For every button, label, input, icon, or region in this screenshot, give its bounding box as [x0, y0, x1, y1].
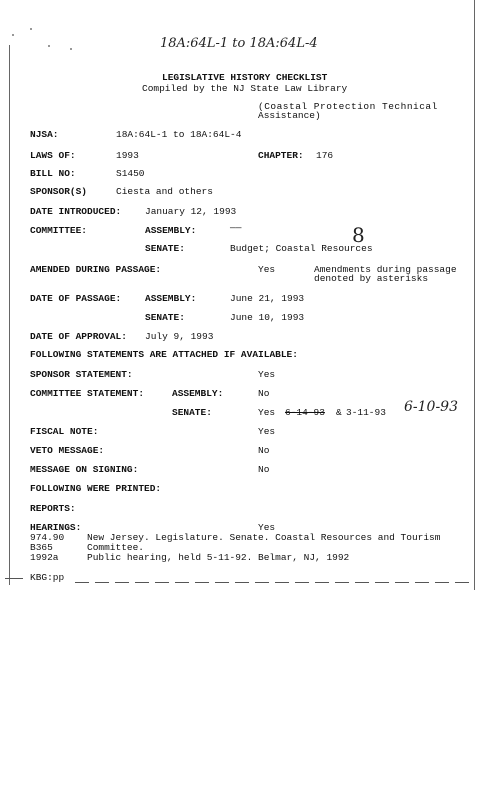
bill-no-value: S1450	[116, 168, 145, 179]
committee-statement-assembly-label: ASSEMBLY:	[172, 388, 224, 399]
handwritten-date: 6-10-93	[404, 399, 458, 415]
chapter-label: CHAPTER:	[258, 150, 304, 161]
scan-speck	[30, 28, 32, 30]
committee-statement-amp: &	[336, 407, 342, 418]
date-introduced-value: January 12, 1993	[145, 206, 237, 217]
committee-statement-label: COMMITTEE STATEMENT:	[30, 388, 145, 399]
chapter-value: 176	[316, 150, 334, 161]
passage-label: DATE OF PASSAGE:	[30, 293, 122, 304]
scan-speck	[70, 48, 72, 50]
amended-note-line1: Amendments during passage	[314, 264, 457, 275]
passage-senate-value: June 10, 1993	[230, 312, 305, 323]
following-attached-heading: FOLLOWING STATEMENTS ARE ATTACHED IF AVAILABLE:	[30, 349, 298, 360]
sponsor-statement-value: Yes	[258, 369, 276, 380]
amended-note-line2: denoted by asterisks	[314, 273, 429, 284]
scan-speck	[12, 34, 14, 36]
laws-of-label: LAWS OF:	[30, 150, 76, 161]
reports-label: REPORTS:	[30, 503, 76, 514]
footer-initials: KBG:pp	[30, 572, 65, 583]
sponsor-label: SPONSOR(S)	[30, 186, 88, 197]
date-introduced-label: DATE INTRODUCED:	[30, 206, 122, 217]
hearings-label: HEARINGS:	[30, 522, 82, 533]
committee-statement-senate-label: SENATE:	[172, 407, 212, 418]
committee-assembly-label: ASSEMBLY:	[145, 225, 197, 236]
right-margin-rule	[474, 0, 475, 590]
hearing-call-number-2: B365	[30, 542, 53, 553]
committee-statement-assembly-value: No	[258, 388, 270, 399]
passage-assembly-value: June 21, 1993	[230, 293, 305, 304]
left-margin-rule	[9, 45, 10, 585]
bill-note-line1: (Coastal Protection Technical	[258, 101, 438, 112]
committee-statement-date2: 3-11-93	[346, 407, 386, 418]
footer-rule-left	[5, 578, 23, 579]
fiscal-note-label: FISCAL NOTE:	[30, 426, 99, 437]
committee-statement-senate-value: Yes	[258, 407, 276, 418]
sponsor-statement-label: SPONSOR STATEMENT:	[30, 369, 133, 380]
passage-senate-label: SENATE:	[145, 312, 185, 323]
page-subtitle: Compiled by the NJ State Law Library	[142, 83, 348, 94]
handwritten-mark: 8	[352, 223, 365, 247]
hearing-description-3: Public hearing, held 5-11-92. Belmar, NJ, 1992	[87, 552, 350, 563]
struck-date: 6-14-93	[285, 407, 325, 418]
hearing-call-number-3: 1992a	[30, 552, 59, 563]
hearing-call-number-1: 974.90	[30, 532, 65, 543]
laws-of-value: 1993	[116, 150, 139, 161]
amended-label: AMENDED DURING PASSAGE:	[30, 264, 162, 275]
approval-value: July 9, 1993	[145, 331, 214, 342]
message-on-signing-label: MESSAGE ON SIGNING:	[30, 464, 139, 475]
committee-label: COMMITTEE:	[30, 225, 88, 236]
bill-no-label: BILL NO:	[30, 168, 76, 179]
passage-assembly-label: ASSEMBLY:	[145, 293, 197, 304]
bill-note-line2: Assistance)	[258, 110, 321, 121]
njsa-label: NJSA:	[30, 129, 59, 140]
footer-rule	[75, 582, 470, 583]
committee-senate-label: SENATE:	[145, 243, 185, 254]
njsa-value: 18A:64L-1 to 18A:64L-4	[116, 129, 242, 140]
fiscal-note-value: Yes	[258, 426, 276, 437]
following-printed-heading: FOLLOWING WERE PRINTED:	[30, 483, 162, 494]
message-on-signing-value: No	[258, 464, 270, 475]
veto-message-label: VETO MESSAGE:	[30, 445, 105, 456]
handwritten-header: 18A:64L-1 to 18A:64L-4	[160, 36, 318, 51]
sponsor-value: Ciesta and others	[116, 186, 213, 197]
amended-value: Yes	[258, 264, 276, 275]
veto-message-value: No	[258, 445, 270, 456]
committee-assembly-value: ——	[230, 222, 242, 233]
committee-senate-value: Budget; Coastal Resources	[230, 243, 373, 254]
page-title: LEGISLATIVE HISTORY CHECKLIST	[162, 72, 328, 83]
hearing-description-2: Committee.	[87, 542, 145, 553]
approval-label: DATE OF APPROVAL:	[30, 331, 127, 342]
hearing-description-1: New Jersey. Legislature. Senate. Coastal Resources and Tourism	[87, 532, 441, 543]
hearings-value: Yes	[258, 522, 276, 533]
scan-speck	[48, 45, 50, 47]
